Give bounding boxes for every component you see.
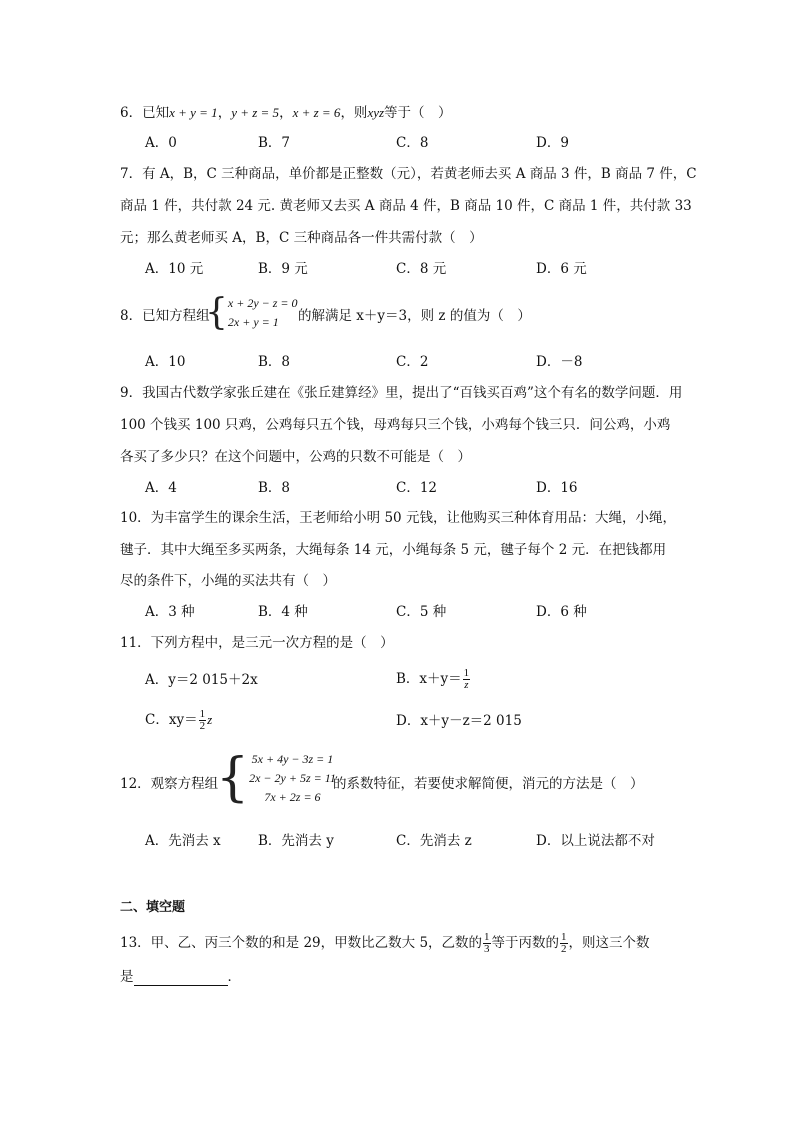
q12-choice-d: D．以上说法都不对 (536, 833, 655, 849)
q11-choice-a: A．y＝2 015＋2x (145, 672, 258, 688)
q11-choice-c-var: z (207, 712, 213, 727)
q6-choice-d: D．9 (536, 135, 569, 151)
q6-choice-c: C．8 (396, 135, 429, 151)
q6-expr: xyz (367, 105, 385, 120)
q12-tail: 的系数特征，若要使求解简便，消元的方法是（ ） (333, 776, 644, 792)
q6-choice-a: A．0 (145, 135, 177, 151)
q7-choice-d: D．6 元 (536, 261, 587, 277)
q9-choice-c: C．12 (396, 480, 438, 496)
q12-choice-a: A．先消去 x (145, 833, 221, 849)
q12-equation-system (216, 748, 336, 808)
section-title: 二、填空题 (120, 900, 186, 915)
q11-choice-d: D．x＋y－z＝2 015 (396, 713, 522, 729)
q9-choice-b: B．8 (258, 480, 291, 496)
q11-choice-b-text: B．x＋y＝ (396, 671, 462, 687)
q8-number: 8．已知方程组 (120, 308, 210, 324)
q10-line2: 毽子．其中大绳至多买两条，大绳每条 14 元，小绳每条 5 元，毽子每个 2 元．在把钱都用 (120, 542, 667, 558)
q13-line2 (120, 968, 241, 986)
q11-choice-b-fraction: $\frac{1}{z}$ (463, 667, 470, 691)
q6-then: ，则 (340, 105, 368, 121)
q8-tail: 的解满足 x＋y＝3，则 z 的值为（ ） (298, 308, 531, 324)
q7-line1: 7．有 A，B，C 三种商品，单价都是正整数（元），若黄老师去买 A 商品 3 件，B 商品 7 件，C (120, 166, 697, 182)
q10-choice-c: C．5 种 (396, 604, 447, 620)
q12-choice-c: C．先消去 z (396, 833, 472, 849)
q8-brace: { (205, 292, 228, 333)
q11-choice-b (396, 662, 471, 696)
q13-fraction-one-third: $\frac{1}{3}$ (484, 931, 490, 955)
q9-choice-d: D．16 (536, 480, 578, 496)
q9-line1: 9．我国古代数学家张丘建在《张丘建算经》里，提出了“百钱买百鸡”这个有名的数学问题．用 (120, 385, 683, 401)
q13-answer-blank[interactable] (134, 971, 228, 986)
q9-choice-a: A．4 (145, 480, 177, 496)
q12-choice-b: B．先消去 y (258, 833, 334, 849)
q10-choice-b: B．4 种 (258, 604, 308, 620)
q6-choice-b: B．7 (258, 135, 291, 151)
q7-line2: 商品 1 件，共付款 24 元. 黄老师又去买 A 商品 4 件，B 商品 10 件，C 商品 1 件，共付款 33 (120, 198, 692, 214)
q12-eq1: 5x + 4y − 3z = 1 (251, 751, 334, 766)
q13-line2-post: ． (227, 969, 241, 985)
q7-choice-c: C．8 元 (396, 261, 447, 277)
q13-text-post: ，则这三个数 (568, 935, 650, 951)
q10-line3: 尽的条件下，小绳的买法共有（ ） (120, 573, 336, 589)
q8-equation-system (205, 293, 298, 333)
q6-number: 6．已知 (120, 105, 170, 121)
q13-line2-pre: 是 (120, 969, 134, 985)
q6-stem: 6．已知x + y = 1，y + z = 5，x + z = 6，则xyz等于（ ） (120, 105, 452, 121)
q11-stem: 11．下列方程中，是三元一次方程的是（ ） (120, 635, 394, 651)
q12-brace: { (216, 748, 250, 808)
q13-line1 (120, 925, 650, 961)
q13-text-pre: 13．甲、乙、丙三个数的和是 29，甲数比乙数大 5，乙数的 (120, 935, 483, 951)
q6-eq3: x + z = 6 (292, 105, 341, 120)
q12-eq2: 2x − 2y + 5z = 11 (249, 770, 336, 785)
q9-line3: 各买了多少只？在这个问题中，公鸡的只数不可能是（ ） (120, 449, 471, 465)
q8-choice-a: A．10 (145, 354, 186, 370)
q11-choice-c-fraction: $\frac{1}{2}$ (199, 708, 206, 732)
q11-choice-c (145, 703, 212, 737)
q6-tail: 等于（ ） (384, 105, 452, 121)
q9-line2: 100 个钱买 100 只鸡，公鸡每只五个钱，母鸡每只三个钱，小鸡每个钱三只．问公鸡，小鸡 (120, 417, 671, 433)
q11-choice-c-text: C．xy＝ (145, 712, 198, 728)
q10-line1: 10．为丰富学生的课余生活，王老师给小明 50 元钱，让他购买三种体育用品：大绳，小绳， (120, 510, 676, 526)
q10-choice-a: A．3 种 (145, 604, 195, 620)
q7-choice-b: B．9 元 (258, 261, 308, 277)
q8-choice-d: D．－8 (536, 354, 583, 370)
q7-choice-a: A．10 元 (145, 261, 204, 277)
q13-fraction-one-half: $\frac{1}{2}$ (561, 931, 567, 955)
q8-eq2: 2x + y = 1 (227, 315, 279, 329)
q10-choice-d: D．6 种 (536, 604, 587, 620)
q12-number: 12．观察方程组 (120, 776, 219, 792)
q7-line3: 元；那么黄老师买 A，B，C 三种商品各一件共需付款（ ） (120, 230, 483, 246)
q8-choice-b: B．8 (258, 354, 291, 370)
q6-eq1: x + y = 1 (169, 105, 218, 120)
q12-eq3: 7x + 2z = 6 (264, 789, 321, 804)
q8-eq1: x + 2y − z = 0 (227, 296, 298, 310)
q13-text-mid: 等于丙数的 (491, 935, 560, 951)
q8-choice-c: C．2 (396, 354, 429, 370)
q6-eq2: y + z = 5 (231, 105, 280, 120)
